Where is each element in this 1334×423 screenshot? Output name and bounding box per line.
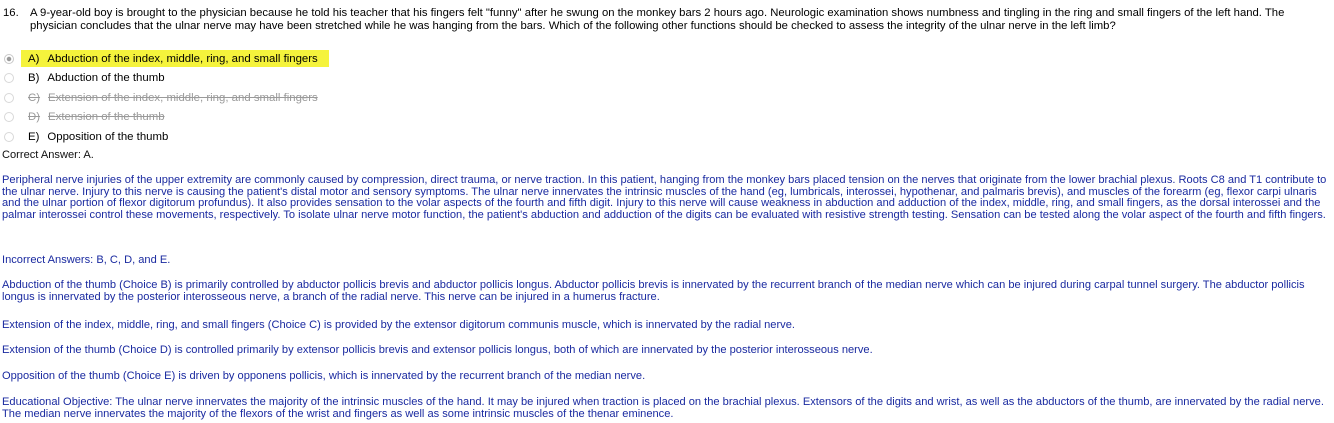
choice-text-c: Extension of the index, middle, ring, and small fingers — [48, 91, 318, 104]
explanation-choice-b: Abduction of the thumb (Choice B) is primarily controlled by abductor pollicis brevis and abductor pollicis longus. Abductor pollicis brevis is innervated by the recurrent branch of the median nerve which can be injured during carpal tunnel surgery. The abductor pollicis longus is innervated by the posterior interosseous nerve, a branch of the radial nerve. This nerve can be injured in a humerus fracture. — [2, 279, 1305, 303]
choice-letter-e: E) — [28, 130, 40, 143]
choice-text-b: Abduction of the thumb — [47, 72, 165, 85]
correct-answer-label: Correct Answer: A. — [2, 149, 94, 161]
radio-button-a[interactable] — [4, 54, 14, 64]
choice-a[interactable] — [4, 49, 604, 69]
choice-text-a: Abduction of the index, middle, ring, and small fingers — [47, 52, 318, 65]
choice-letter-a: A) — [28, 52, 40, 65]
choice-letter-b: B) — [28, 72, 40, 85]
explanation-choice-d: Extension of the thumb (Choice D) is controlled primarily by extensor pollicis brevis and extensor pollicis longus, both of which are innervated by the posterior interosseous nerve. — [2, 344, 873, 356]
question-number: 16. — [3, 7, 19, 19]
choice-letter-c: C) — [28, 91, 41, 104]
choice-text-e: Opposition of the thumb — [47, 130, 169, 143]
choice-e[interactable] — [4, 127, 604, 147]
radio-button-c[interactable] — [4, 93, 14, 103]
explanation-choice-c: Extension of the index, middle, ring, and small fingers (Choice C) is provided by the extensor digitorum communis muscle, which is innervated by the radial nerve. — [2, 319, 795, 331]
question-stem — [3, 7, 1329, 33]
radio-button-d[interactable] — [4, 112, 14, 122]
explanation-choice-e: Opposition of the thumb (Choice E) is driven by opponens pollicis, which is innervated by the recurrent branch of the median nerve. — [2, 370, 646, 382]
choice-c[interactable] — [4, 88, 604, 108]
educational-objective: Educational Objective: The ulnar nerve innervates the majority of the intrinsic muscles of the hand. It may be injured when traction is placed on the brachial plexus. Extensors of the digits and wrist, as well as the abductors of the thumb, are innervated by the radial nerve. The median nerve innervates the majority of the flexors of the wrist and fingers as well as some intrinsic muscles of the thenar eminence. — [2, 396, 1324, 420]
explanation-main: Peripheral nerve injuries of the upper extremity are commonly caused by compression, direct trauma, or nerve traction. In this patient, hanging from the monkey bars placed tension on the nerves that originate from the lower brachial plexus. Roots C8 and T1 contribute to the ulnar nerve. Injury to this nerve is causing the patient's distal motor and sensory symptoms. The ulnar nerve innervates the intrinsic muscles of the hand (eg, lumbricals, interossei, hypothenar, and palmaris brevis), and muscles of the forearm (eg, flexor carpi ulnaris and the ulnar portion of flexor digitorum profundus). It also provides sensation to the volar aspects of the fourth and fifth digit. Injury to this nerve will cause weakness in abduction and adduction of the index, middle, ring, and small fingers, as the dorsal interossei and the palmar interossei control these movements, respectively. To isolate ulnar nerve motor function, the patient's abduction and adduction of the digits can be evaluated with resistive strength testing. Sensation can be tested along the volar aspect of the fourth and fifth fingers. — [2, 174, 1327, 221]
question-text: A 9-year-old boy is brought to the physician because he told his teacher that his fingers felt "funny" after he swung on the monkey bars 2 hours ago. Neurologic examination shows numbness and tingling in the ring and small fingers of the left hand. The physician concludes that the ulnar nerve may have been stretched while he was hanging from the bars. Which of the following other functions should be checked to assess the integrity of the ulnar nerve in the left limb? — [30, 7, 1285, 32]
choice-b[interactable] — [4, 69, 604, 89]
answer-choices — [4, 49, 604, 147]
radio-button-e[interactable] — [4, 132, 14, 142]
choice-d[interactable] — [4, 108, 604, 128]
incorrect-answers-label: Incorrect Answers: B, C, D, and E. — [2, 254, 171, 266]
choice-text-d: Extension of the thumb — [48, 111, 165, 124]
choice-letter-d: D) — [28, 111, 41, 124]
radio-button-b[interactable] — [4, 73, 14, 83]
